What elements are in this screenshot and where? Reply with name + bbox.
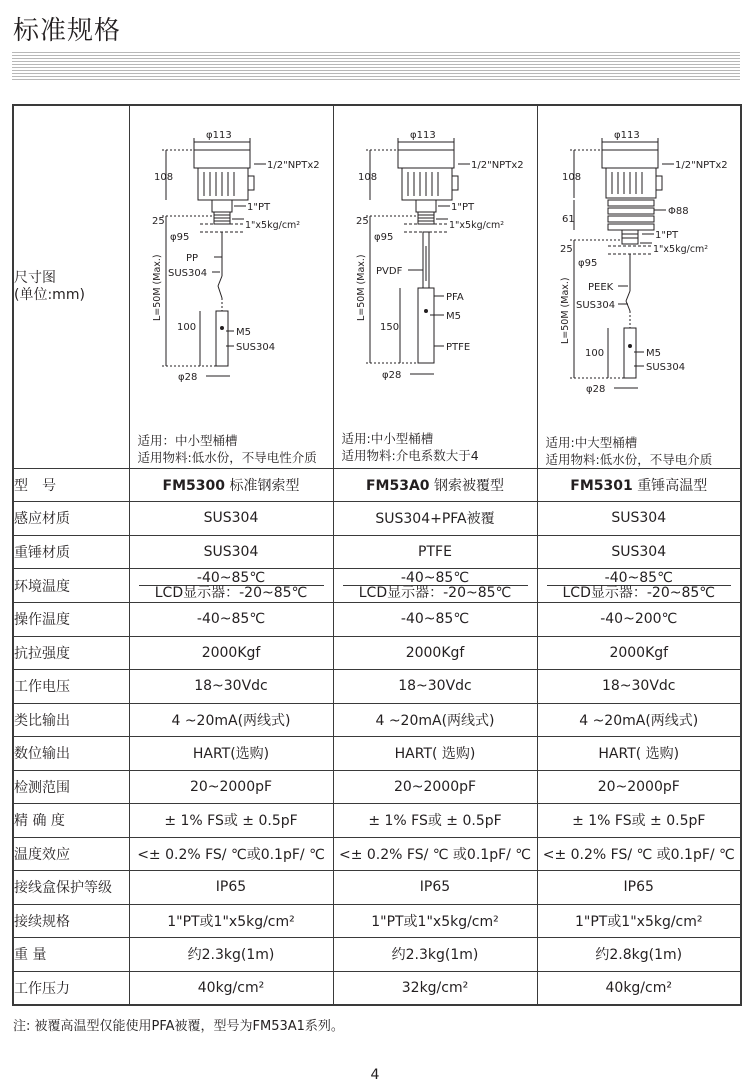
spec-row-label: 工作电压 <box>13 670 129 704</box>
spec-value-cell: 约2.3kg(1m) <box>333 938 537 972</box>
mat-sus304-weight: SUS304 <box>645 362 685 373</box>
page-number: 4 <box>370 1067 380 1083</box>
model-code: FM5301 <box>570 477 633 494</box>
spec-value-cell: 18~30Vdc <box>333 670 537 704</box>
model-name: 钢索被覆型 <box>429 477 504 494</box>
usage-line2: 适用物料:低水份，不导电介质 <box>545 452 713 467</box>
dim-h150: 150 <box>379 322 399 333</box>
spec-value-cell: 2000Kgf <box>333 636 537 670</box>
mat-sus304-cable: SUS304 <box>167 268 207 279</box>
spec-value-cell: 18~30Vdc <box>129 670 333 704</box>
dim-h108: 108 <box>153 172 173 183</box>
spec-value-cell: HART( 选购) <box>333 737 537 771</box>
mat-pfa: PFA <box>445 292 464 303</box>
spec-row <box>13 837 741 871</box>
dim-h100: 100 <box>584 348 604 359</box>
spec-value-cell: 4 ~20mA(两线式) <box>129 703 333 737</box>
spec-row <box>13 603 741 637</box>
model-row-label: 型 号 <box>13 468 129 502</box>
spec-value-cell: HART(选购) <box>129 737 333 771</box>
model-cell <box>537 468 741 502</box>
dim-pt: 1"PT <box>654 230 678 241</box>
fm5301-dimension-drawing <box>538 106 741 469</box>
spec-value-secondary: LCD显示器：-20~85℃ <box>562 585 715 601</box>
spec-row-label: 精 确 度 <box>13 804 129 838</box>
dim-npt: 1/2"NPTx2 <box>266 160 320 171</box>
model-cell <box>333 468 537 502</box>
spec-value-cell: <± 0.2% FS/ ℃ 或0.1pF/ ℃ <box>333 837 537 871</box>
spec-value-cell: SUS304 <box>129 535 333 569</box>
spec-row-label: 检测范围 <box>13 770 129 804</box>
spec-row <box>13 904 741 938</box>
dim-length: L=50M (Max.) <box>559 277 571 344</box>
spec-row <box>13 770 741 804</box>
spec-row <box>13 737 741 771</box>
mat-pp: PP <box>185 253 198 264</box>
spec-value-cell: 2000Kgf <box>129 636 333 670</box>
spec-row-label: 接续规格 <box>13 904 129 938</box>
dim-phi-top: φ113 <box>613 130 640 141</box>
dim-pt: 1"PT <box>246 202 270 213</box>
spec-value-cell: ± 1% FS或 ± 0.5pF <box>129 804 333 838</box>
spec-value-cell: 18~30Vdc <box>537 670 741 704</box>
spec-value-cell: 20~2000pF <box>537 770 741 804</box>
dim-h25: 25 <box>355 216 369 227</box>
model-code: FM53A0 <box>365 477 430 494</box>
spec-value-cell <box>129 569 333 603</box>
spec-value-cell: PTFE <box>333 535 537 569</box>
dim-phi28: φ28 <box>177 372 197 383</box>
spec-value-cell: <± 0.2% FS/ ℃或0.1pF/ ℃ <box>129 837 333 871</box>
diagram-row <box>13 105 741 468</box>
spec-value-cell: 40kg/cm² <box>537 971 741 1005</box>
spec-value-cell: 20~2000pF <box>129 770 333 804</box>
usage-line1: 适用:中大型桶槽 <box>545 435 638 450</box>
spec-value-cell: -40~85℃ <box>333 603 537 637</box>
spec-value-primary: -40~85℃ <box>343 569 528 586</box>
spec-row-label: 抗拉强度 <box>13 636 129 670</box>
spec-row <box>13 670 741 704</box>
spec-row <box>13 871 741 905</box>
dim-h100: 100 <box>176 322 196 333</box>
spec-value-cell: 约2.3kg(1m) <box>129 938 333 972</box>
dim-phi88: Φ88 <box>667 206 689 217</box>
title-hatch-divider <box>12 52 740 80</box>
spec-row-label: 重锤材质 <box>13 535 129 569</box>
spec-row <box>13 636 741 670</box>
usage-line2: 适用物料:介电系数大于4 <box>341 448 479 463</box>
spec-row <box>13 569 741 603</box>
spec-row <box>13 938 741 972</box>
spec-value-cell: HART( 选购) <box>537 737 741 771</box>
dim-length: L=50M (Max.) <box>151 254 163 321</box>
diagram-label-line1: 尺寸图 <box>14 269 56 286</box>
spec-value-secondary: LCD显示器：-20~85℃ <box>154 585 308 601</box>
dim-h108: 108 <box>357 172 377 183</box>
spec-value-cell: 40kg/cm² <box>129 971 333 1005</box>
spec-value-cell: 20~2000pF <box>333 770 537 804</box>
dim-h25: 25 <box>151 216 165 227</box>
dim-npt: 1/2"NPTx2 <box>470 160 524 171</box>
dim-phi95: φ95 <box>373 232 393 243</box>
spec-row-label: 接线盒保护等级 <box>13 871 129 905</box>
spec-row <box>13 971 741 1005</box>
dim-thread: 1"x5kg/cm² <box>244 220 300 231</box>
dim-phi-top: φ113 <box>205 130 232 141</box>
spec-value-cell: 约2.8kg(1m) <box>537 938 741 972</box>
usage-text-fm53a0 <box>342 430 479 464</box>
spec-value-cell: SUS304 <box>537 502 741 536</box>
page-title: 标准规格 <box>13 16 122 46</box>
spec-value-cell: SUS304 <box>537 535 741 569</box>
spec-rows <box>13 502 741 1005</box>
diagram-row-label <box>13 105 129 468</box>
dim-phi28: φ28 <box>381 370 401 381</box>
model-row <box>13 468 741 502</box>
spec-row-label: 重 量 <box>13 938 129 972</box>
spec-value-cell: IP65 <box>537 871 741 905</box>
dim-m5: M5 <box>445 311 461 322</box>
spec-row <box>13 703 741 737</box>
spec-value-cell: 1"PT或1"x5kg/cm² <box>537 904 741 938</box>
spec-value-cell: 2000Kgf <box>537 636 741 670</box>
dim-phi95: φ95 <box>577 258 597 269</box>
spec-value-cell: IP65 <box>129 871 333 905</box>
spec-value-cell: SUS304+PFA被覆 <box>333 502 537 536</box>
footnote: 注: 被覆高温型仅能使用PFA被覆，型号为FM53A1系列。 <box>13 1019 344 1034</box>
usage-text-fm5301 <box>546 434 713 468</box>
spec-row-label: 环境温度 <box>13 569 129 603</box>
dim-length: L=50M (Max.) <box>355 254 367 321</box>
mat-ptfe: PTFE <box>445 342 470 353</box>
mat-sus304-weight: SUS304 <box>235 342 275 353</box>
dim-thread: 1"x5kg/cm² <box>652 244 708 255</box>
spec-value-cell <box>537 569 741 603</box>
spec-value-cell: <± 0.2% FS/ ℃ 或0.1pF/ ℃ <box>537 837 741 871</box>
spec-row-label: 类比输出 <box>13 703 129 737</box>
spec-value-cell <box>333 569 537 603</box>
spec-row <box>13 535 741 569</box>
usage-line2: 适用物料:低水份，不导电性介质 <box>137 450 317 465</box>
spec-value-cell: 4 ~20mA(两线式) <box>333 703 537 737</box>
spec-value-cell: -40~200℃ <box>537 603 741 637</box>
spec-value-cell: ± 1% FS或 ± 0.5pF <box>333 804 537 838</box>
dim-h61: 61 <box>561 214 575 225</box>
dim-phi28: φ28 <box>585 384 605 395</box>
mat-pvdf: PVDF <box>375 266 402 277</box>
dim-h108: 108 <box>561 172 581 183</box>
spec-value-primary: -40~85℃ <box>547 569 732 586</box>
spec-value-secondary: LCD显示器：-20~85℃ <box>358 585 512 601</box>
spec-row <box>13 502 741 536</box>
mat-sus304-cable: SUS304 <box>575 300 615 311</box>
dim-npt: 1/2"NPTx2 <box>674 160 728 171</box>
spec-row-label: 温度效应 <box>13 837 129 871</box>
spec-row-label: 工作压力 <box>13 971 129 1005</box>
model-name: 标准钢索型 <box>225 477 300 494</box>
dim-thread: 1"x5kg/cm² <box>448 220 504 231</box>
usage-line1: 适用:中小型桶槽 <box>341 431 434 446</box>
spec-value-primary: -40~85℃ <box>139 569 324 586</box>
usage-text-fm5300 <box>138 432 317 466</box>
model-cell <box>129 468 333 502</box>
diagram-cell-fm5301 <box>537 105 741 468</box>
diagram-cell-fm53a0 <box>333 105 537 468</box>
dim-m5: M5 <box>235 327 251 338</box>
spec-row-label: 操作温度 <box>13 603 129 637</box>
fm53a0-dimension-drawing <box>334 106 537 469</box>
model-name: 重锤高温型 <box>632 477 708 494</box>
spec-value-cell: 1"PT或1"x5kg/cm² <box>129 904 333 938</box>
dim-m5: M5 <box>645 348 661 359</box>
spec-value-cell: SUS304 <box>129 502 333 536</box>
diagram-cell-fm5300 <box>129 105 333 468</box>
spec-value-cell: -40~85℃ <box>129 603 333 637</box>
spec-row <box>13 804 741 838</box>
spec-value-cell: 32kg/cm² <box>333 971 537 1005</box>
spec-row-label: 感应材质 <box>13 502 129 536</box>
diagram-label-line2: (单位:mm) <box>14 286 85 303</box>
fm5300-dimension-drawing <box>130 106 333 469</box>
dim-phi-top: φ113 <box>409 130 436 141</box>
spec-value-cell: ± 1% FS或 ± 0.5pF <box>537 804 741 838</box>
model-code: FM5300 <box>162 477 225 494</box>
spec-table <box>12 104 742 1006</box>
spec-row-label: 数位输出 <box>13 737 129 771</box>
dim-phi95: φ95 <box>169 232 189 243</box>
spec-value-cell: 4 ~20mA(两线式) <box>537 703 741 737</box>
spec-value-cell: 1"PT或1"x5kg/cm² <box>333 904 537 938</box>
dim-h25: 25 <box>559 244 573 255</box>
usage-line1: 适用：中小型桶槽 <box>137 433 238 448</box>
dim-pt: 1"PT <box>450 202 474 213</box>
spec-value-cell: IP65 <box>333 871 537 905</box>
mat-peek: PEEK <box>587 282 613 293</box>
